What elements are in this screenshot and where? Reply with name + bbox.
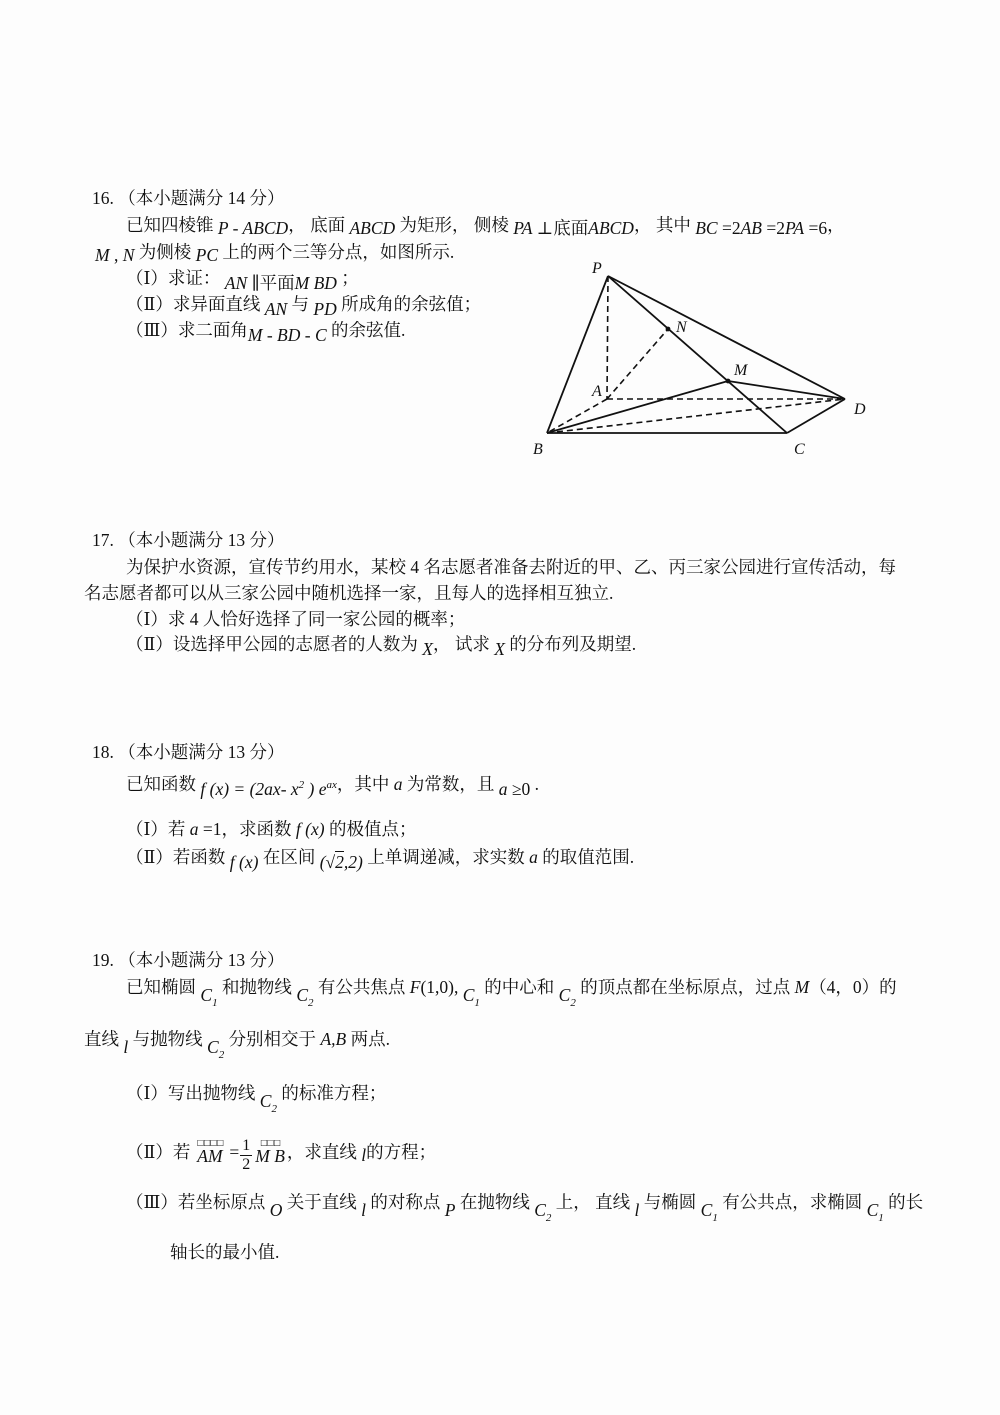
figure-dashed-edges [547, 276, 845, 433]
vertex-label-N: N [676, 319, 687, 336]
vertex-label-C: C [794, 441, 805, 458]
q17-item-2: （Ⅱ）设选择甲公园的志愿者的人数为 X， 试求 X 的分布列及期望. [126, 634, 637, 659]
q16-body-line-2: M , N 为侧棱 PC 上的两个三等分点，如图所示. [95, 242, 455, 265]
figure-solid-edges [547, 276, 845, 433]
vertex-label-D: D [854, 401, 866, 418]
q17-header: 17. （本小题满分 13 分） [92, 530, 285, 550]
q19-body-line-2: 直线 l 与抛物线 $C_2$ 分别相交于 A,B 两点. [84, 1029, 390, 1061]
q16-item-3: （Ⅲ）求二面角M - BD - C 的余弦值. [126, 320, 406, 345]
q19-item-2: （Ⅱ）若 □□□□ AM = $\frac{1}{2}$ □□□ M B ，求直线 l的方程； [126, 1137, 437, 1173]
q18-item-2: （Ⅱ）若函数 f (x) 在区间 (√2,2) 上单调递减，求实数 a 的取值范围. [126, 847, 635, 872]
q18-header: 18. （本小题满分 13 分） [92, 742, 285, 762]
vertex-label-P: P [592, 260, 602, 277]
pyramid-figure [520, 258, 880, 464]
q18-body: 已知函数 f (x) = (2ax- $x^2$ ) $e^{ax}$，其中 a 为常数，且 a ≥0 . [126, 774, 540, 799]
vertex-label-B: B [533, 441, 543, 458]
q19-item-3: （Ⅲ）若坐标原点 O 关于直线 l 的对称点 P 在抛物线 $C_2$ 上， 直线 l 与椭圆 $C_1$ 有公共点，求椭圆 $C_1$ 的长 [126, 1192, 924, 1224]
q19-item-3-continued: 轴长的最小值. [170, 1242, 280, 1262]
vertex-label-A: A [592, 383, 602, 400]
vertex-label-M: M [734, 362, 748, 379]
q19-item-1: （Ⅰ）写出抛物线 $C_2$ 的标准方程； [126, 1083, 387, 1115]
q17-body-line-2: 名志愿者都可以从三家公园中随机选择一家，且每人的选择相互独立. [84, 583, 614, 603]
q16-item-2: （Ⅱ）求异面直线 AN 与 PD 所成角的余弦值； [126, 294, 482, 319]
q18-item-1: （Ⅰ）若 a =1，求函数 f (x) 的极值点； [126, 819, 417, 839]
q19-body-line-1: 已知椭圆 $C_1$ 和抛物线 $C_2$ 有公共焦点 F(1,0), $C_1$ 的中心和 $C_2$ 的顶点都在坐标原点，过点 M（4，0）的 [126, 977, 897, 1009]
q16-header: 16. （本小题满分 14 分） [92, 188, 285, 208]
q16-body-line-1: 已知四棱锥 P - ABCD， 底面 ABCD 为矩形， 侧棱 PA ⊥底面ABCD， 其中 BC =2AB =2PA =6， [126, 215, 845, 238]
q16-item-1: （Ⅰ）求证： AN ∥平面M BD ； [126, 268, 359, 293]
q19-header: 19. （本小题满分 13 分） [92, 950, 285, 970]
q17-item-1: （Ⅰ）求 4 人恰好选择了同一家公园的概率； [126, 609, 466, 629]
q17-body-line-1: 为保护水资源，宣传节约用水，某校 4 名志愿者准备去附近的甲、乙、丙三家公园进行宣传活动，每 [126, 557, 896, 577]
